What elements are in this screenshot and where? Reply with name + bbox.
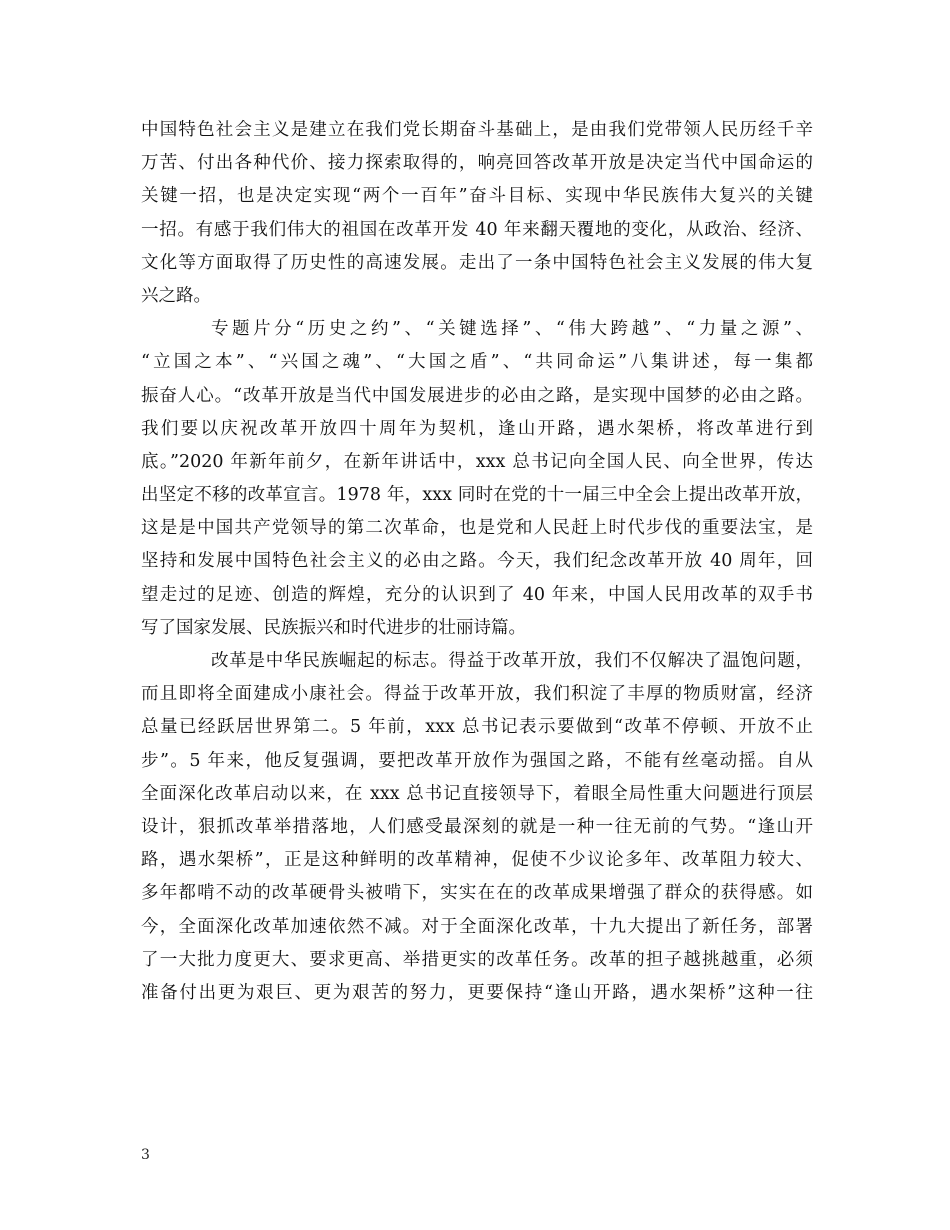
text-line: 多年都啃不动的改革硬骨头被啃下，实实在在的改革成果增强了群众的获得感。如 bbox=[141, 883, 813, 904]
page-number: 3 bbox=[141, 1147, 150, 1163]
text-line: 全面深化改革启动以来，在 xxx 总书记直接领导下，着眼全局性重大问题进行顶层 bbox=[141, 783, 813, 804]
text-line: 底。”2020 年新年前夕，在新年讲话中，xxx 总书记向全国人民、向全世界，传达 bbox=[141, 451, 813, 472]
text-line: 总量已经跃居世界第二。5 年前，xxx 总书记表示要做到“改革不停顿、开放不止 bbox=[141, 717, 813, 738]
text-line: 兴之路。 bbox=[141, 285, 211, 306]
text-line: 准备付出更为艰巨、更为艰苦的努力，更要保持“逢山开路，遇水架桥”这种一往 bbox=[141, 982, 813, 1003]
text-line: 而且即将全面建成小康社会。得益于改革开放，我们积淀了丰厚的物质财富，经济 bbox=[141, 684, 813, 705]
text-line: “立国之本”、“兴国之魂”、“大国之盾”、“共同命运”八集讲述，每一集都 bbox=[141, 352, 813, 373]
text-line: 关键一招，也是决定实现“两个一百年”奋斗目标、实现中华民族伟大复兴的关键 bbox=[141, 186, 813, 207]
text-line: 专题片分“历史之约”、“关键选择”、“伟大跨越”、“力量之源”、 bbox=[211, 319, 813, 340]
text-line: 步”。5 年来，他反复强调，要把改革开放作为强国之路，不能有丝毫动摇。自从 bbox=[141, 750, 813, 771]
paragraph bbox=[141, 645, 813, 1010]
text-line: 这是是中国共产党领导的第二次革命，也是党和人民赶上时代步伐的重要法宝，是 bbox=[141, 518, 813, 539]
body-text bbox=[141, 114, 813, 1010]
text-line: 改革是中华民族崛起的标志。得益于改革开放，我们不仅解决了温饱问题， bbox=[211, 651, 813, 671]
text-line: 设计，狠抓改革举措落地，人们感受最深刻的就是一种一往无前的气势。“逢山开 bbox=[141, 816, 813, 837]
text-line: 写了国家发展、民族振兴和时代进步的壮丽诗篇。 bbox=[141, 617, 526, 638]
text-line: 坚持和发展中国特色社会主义的必由之路。今天，我们纪念改革开放 40 周年，回 bbox=[141, 551, 813, 572]
text-line: 今，全面深化改革加速依然不减。对于全面深化改革，十九大提出了新任务，部署 bbox=[141, 916, 813, 937]
text-line: 路，遇水架桥”，正是这种鲜明的改革精神，促使不少议论多年、改革阻力较大、 bbox=[141, 850, 813, 871]
text-line: 出坚定不移的改革宣言。1978 年，xxx 同时在党的十一届三中全会上提出改革开放， bbox=[141, 485, 813, 506]
text-line: 了一大批力度更大、要求更高、举措更实的改革任务。改革的担子越挑越重，必须 bbox=[141, 949, 813, 970]
text-line: 文化等方面取得了历史性的高速发展。走出了一条中国特色社会主义发展的伟大复 bbox=[141, 252, 813, 273]
text-line: 一招。有感于我们伟大的祖国在改革开发 40 年来翻天覆地的变化，从政治、经济、 bbox=[141, 219, 813, 240]
paragraph bbox=[141, 313, 813, 645]
text-line: 中国特色社会主义是建立在我们党长期奋斗基础上，是由我们党带领人民历经千辛 bbox=[141, 120, 813, 140]
text-line: 望走过的足迹、创造的辉煌，充分的认识到了 40 年来，中国人民用改革的双手书 bbox=[141, 584, 813, 605]
text-line: 我们要以庆祝改革开放四十周年为契机，逢山开路，遇水架桥，将改革进行到 bbox=[141, 418, 813, 439]
text-line: 振奋人心。“改革开放是当代中国发展进步的必由之路，是实现中国梦的必由之路。 bbox=[141, 385, 813, 406]
text-line: 万苦、付出各种代价、接力探索取得的，响亮回答改革开放是决定当代中国命运的 bbox=[141, 153, 813, 174]
paragraph bbox=[141, 114, 813, 313]
